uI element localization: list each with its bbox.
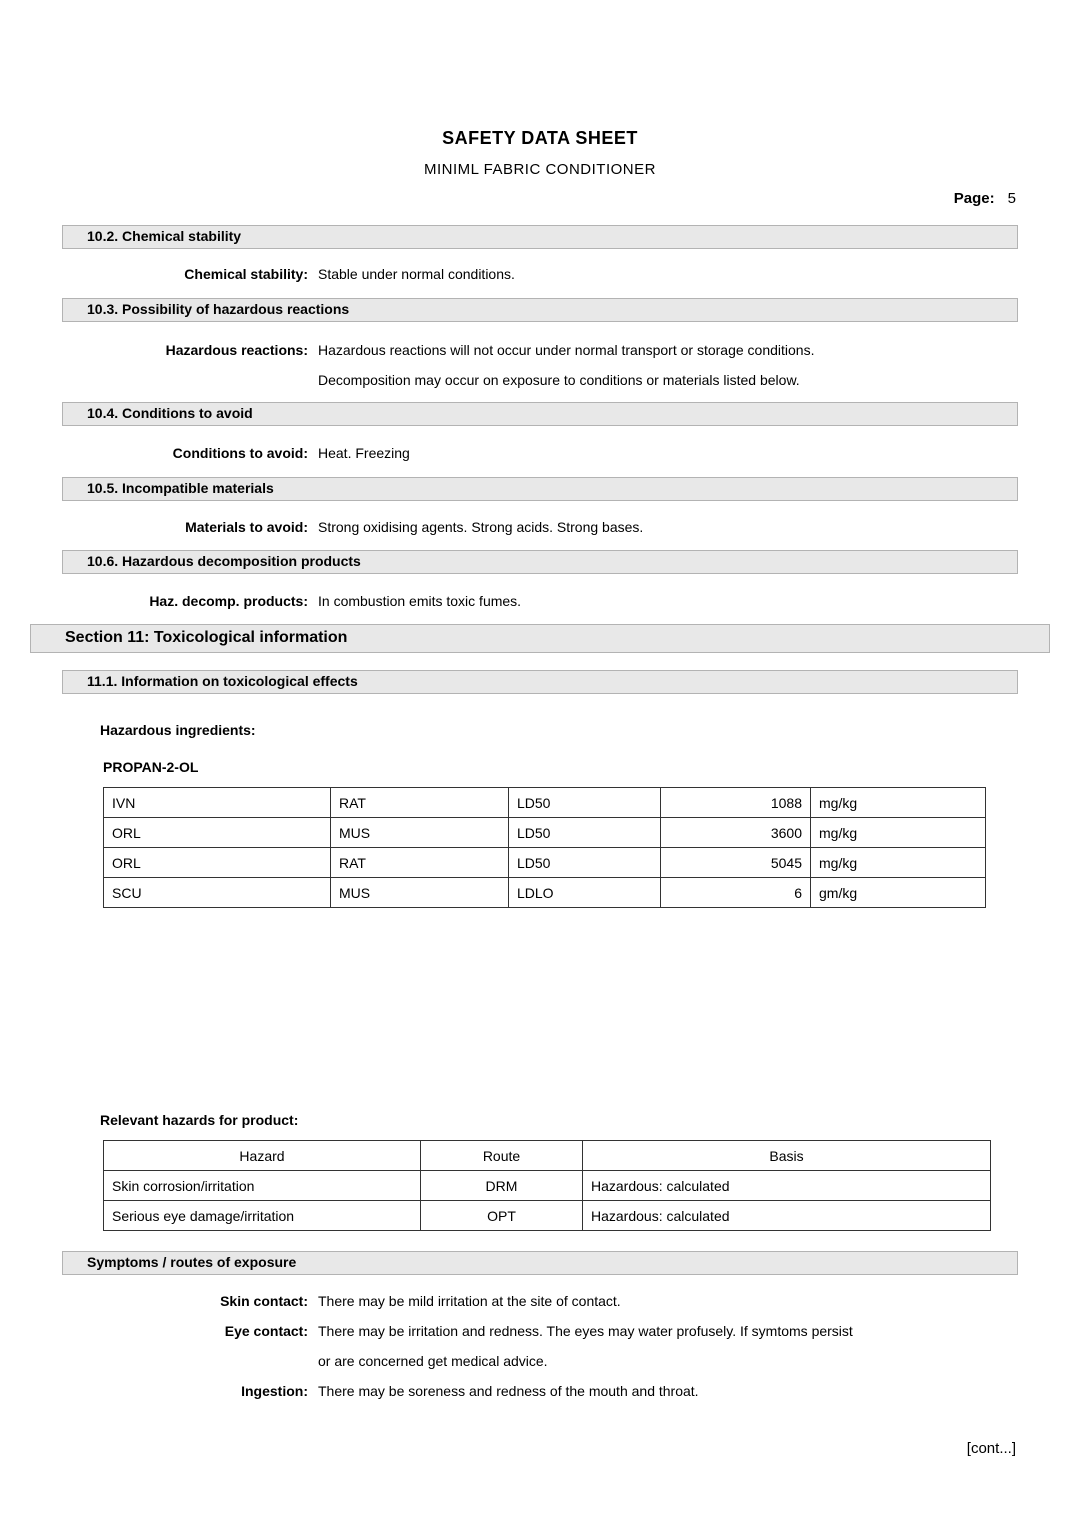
field-value-ingestion: There may be soreness and redness of the mouth and throat. <box>318 1383 699 1399</box>
hazardous-ingredients-heading: Hazardous ingredients: <box>100 722 256 738</box>
table-cell-species: MUS <box>331 818 509 848</box>
field-label-ingestion: Ingestion: <box>241 1383 308 1399</box>
table-cell-test: LDLO <box>509 878 661 908</box>
product-name: MINIML FABRIC CONDITIONER <box>424 161 656 178</box>
continuation-marker: [cont...] <box>966 1440 1016 1457</box>
column-header-basis: Basis <box>583 1141 991 1171</box>
table-row <box>104 848 986 878</box>
table-cell-route: OPT <box>421 1201 583 1231</box>
section-header-10-2: 10.2. Chemical stability <box>62 225 1018 249</box>
table-cell-value: 6 <box>661 878 811 908</box>
table-cell-hazard: Skin corrosion/irritation <box>104 1171 421 1201</box>
field-value-eye-contact-line1: There may be irritation and redness. The eyes may water profusely. If symtoms persist <box>318 1323 853 1339</box>
table-cell-unit: mg/kg <box>811 848 986 878</box>
field-value-hazardous-reactions-line1: Hazardous reactions will not occur under normal transport or storage conditions. <box>318 342 815 358</box>
section-header-11-1: 11.1. Information on toxicological effects <box>62 670 1018 694</box>
table-cell-basis: Hazardous: calculated <box>583 1171 991 1201</box>
field-value-skin-contact: There may be mild irritation at the site of contact. <box>318 1293 621 1309</box>
table-cell-test: LD50 <box>509 788 661 818</box>
section-header-10-4: 10.4. Conditions to avoid <box>62 402 1018 426</box>
section-header-11: Section 11: Toxicological information <box>30 624 1050 653</box>
table-cell-unit: mg/kg <box>811 788 986 818</box>
column-header-hazard: Hazard <box>104 1141 421 1171</box>
table-cell-unit: mg/kg <box>811 818 986 848</box>
table-row <box>104 788 986 818</box>
table-header-row <box>104 1141 991 1171</box>
table-cell-value: 5045 <box>661 848 811 878</box>
table-cell-test: LD50 <box>509 848 661 878</box>
table-cell-unit: gm/kg <box>811 878 986 908</box>
table-cell-test: LD50 <box>509 818 661 848</box>
field-label-skin-contact: Skin contact: <box>220 1293 308 1309</box>
field-value-haz-decomp-products: In combustion emits toxic fumes. <box>318 593 522 609</box>
table-cell-species: RAT <box>331 848 509 878</box>
section-header-symptoms: Symptoms / routes of exposure <box>62 1251 1018 1275</box>
table-cell-route: IVN <box>104 788 331 818</box>
field-value-materials-to-avoid: Strong oxidising agents. Strong acids. Strong bases. <box>318 519 644 535</box>
table-cell-route: SCU <box>104 878 331 908</box>
field-label-conditions-to-avoid: Conditions to avoid: <box>172 445 308 461</box>
table-row <box>104 1201 991 1231</box>
column-header-route: Route <box>421 1141 583 1171</box>
table-cell-route: ORL <box>104 818 331 848</box>
field-label-haz-decomp-products: Haz. decomp. products: <box>149 593 308 609</box>
relevant-hazards-table <box>103 1140 991 1231</box>
page-number: 5 <box>1007 190 1016 207</box>
field-label-materials-to-avoid: Materials to avoid: <box>185 519 308 535</box>
field-value-chemical-stability: Stable under normal conditions. <box>318 266 515 282</box>
table-cell-basis: Hazardous: calculated <box>583 1201 991 1231</box>
toxicity-table <box>103 787 986 908</box>
field-value-hazardous-reactions-line2: Decomposition may occur on exposure to conditions or materials listed below. <box>318 372 800 388</box>
field-label-eye-contact: Eye contact: <box>224 1323 308 1339</box>
page-label: Page: <box>953 190 995 207</box>
table-row <box>104 1171 991 1201</box>
relevant-hazards-heading: Relevant hazards for product: <box>100 1112 299 1128</box>
ingredient-name: PROPAN-2-OL <box>103 759 199 775</box>
table-cell-value: 3600 <box>661 818 811 848</box>
table-cell-species: MUS <box>331 878 509 908</box>
table-cell-route: ORL <box>104 848 331 878</box>
table-cell-species: RAT <box>331 788 509 818</box>
table-cell-hazard: Serious eye damage/irritation <box>104 1201 421 1231</box>
table-row <box>104 818 986 848</box>
section-header-10-3: 10.3. Possibility of hazardous reactions <box>62 298 1018 322</box>
table-cell-value: 1088 <box>661 788 811 818</box>
field-value-eye-contact-line2: or are concerned get medical advice. <box>318 1353 548 1369</box>
field-label-chemical-stability: Chemical stability: <box>184 266 308 282</box>
field-value-conditions-to-avoid: Heat. Freezing <box>318 445 410 461</box>
page-indicator <box>954 190 1016 207</box>
table-cell-route: DRM <box>421 1171 583 1201</box>
document-title: SAFETY DATA SHEET <box>442 128 638 148</box>
table-row <box>104 878 986 908</box>
field-label-hazardous-reactions: Hazardous reactions: <box>165 342 308 358</box>
section-header-10-6: 10.6. Hazardous decomposition products <box>62 550 1018 574</box>
section-header-10-5: 10.5. Incompatible materials <box>62 477 1018 501</box>
